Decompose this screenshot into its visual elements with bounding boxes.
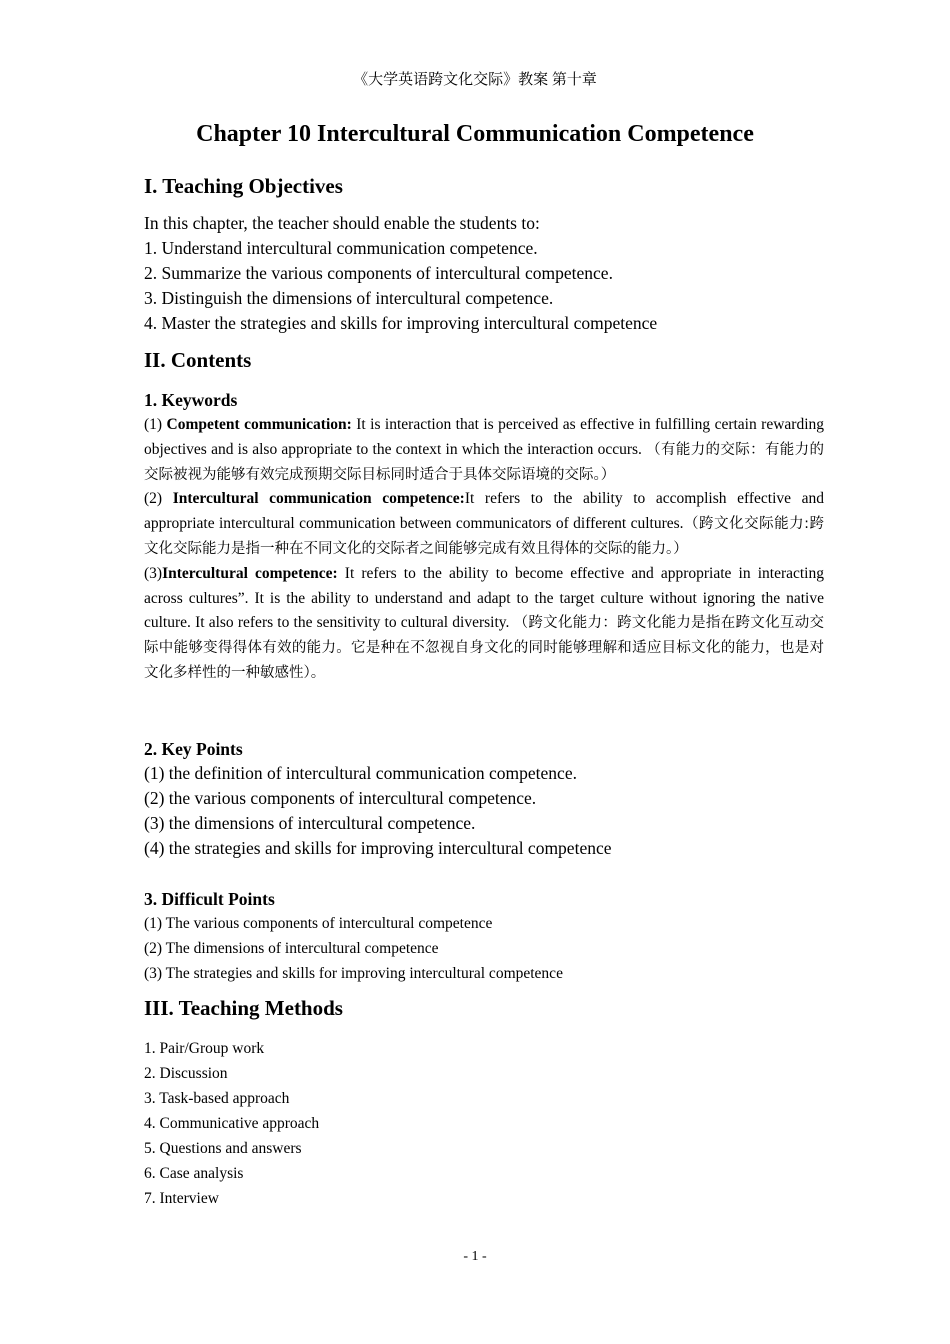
method-item: 7. Interview — [144, 1190, 219, 1207]
key-point-item: (3) the dimensions of intercultural competence. — [144, 813, 476, 833]
objective-item: 4. Master the strategies and skills for improving intercultural competence — [144, 313, 658, 333]
methods-heading: III. Teaching Methods — [144, 996, 343, 1020]
method-item: 3. Task-based approach — [144, 1090, 290, 1107]
difficult-point-item: (3) The strategies and skills for improving intercultural competence — [144, 965, 563, 982]
method-item: 1. Pair/Group work — [144, 1040, 265, 1057]
contents-section — [144, 346, 824, 686]
contents-heading: II. Contents — [144, 348, 252, 372]
method-item: 6. Case analysis — [144, 1165, 244, 1182]
keyword-definition — [144, 562, 824, 686]
method-item: 5. Questions and answers — [144, 1140, 302, 1157]
method-item: 4. Communicative approach — [144, 1115, 320, 1132]
keyword-definition — [144, 413, 824, 487]
keyword-number: (2) — [144, 490, 173, 508]
running-header: 《大学英语跨文化交际》教案 第十章 — [353, 72, 597, 88]
objectives-heading: I. Teaching Objectives — [144, 174, 343, 198]
difficult-point-item: (1) The various components of intercultural competence — [144, 915, 493, 932]
keyword-term: Intercultural communication competence: — [172, 490, 465, 508]
objective-item: 2. Summarize the various components of intercultural competence. — [144, 263, 613, 283]
keyword-term: Competent communication: — [166, 416, 352, 433]
keyword-chinese: （有能力的交际：有能力的交际被视为能够有效完成预期交际目标同时适合于具体交际语境的交际。） — [144, 441, 824, 483]
objectives-intro: In this chapter, the teacher should enable the students to: — [144, 213, 540, 233]
methods-section — [144, 994, 824, 1211]
key-point-item: (2) the various components of intercultural competence. — [144, 788, 537, 808]
chapter-title: Chapter 10 Intercultural Communication Competence — [196, 121, 754, 147]
objective-item: 3. Distinguish the dimensions of intercultural competence. — [144, 288, 554, 308]
keyword-text: It refers to the ability to accomplish effective and appropriate intercultural communication between communicators of different cultures. — [144, 490, 824, 533]
keyword-chinese: （跨文化能力：跨文化能力是指在跨文化互动交际中能够变得得体有效的能力。它是种在不忽视自身文化的同时能够理解和适应目标文化的能力，也是对文化多样性的一种敏感性）。 — [144, 615, 824, 681]
objectives-section — [144, 172, 824, 336]
objective-item: 1. Understand intercultural communication competence. — [144, 238, 538, 258]
key-points-heading: 2. Key Points — [144, 739, 243, 759]
difficult-point-item: (2) The dimensions of intercultural competence — [144, 940, 439, 957]
keyword-number: (1) — [144, 416, 167, 433]
keyword-definition — [144, 487, 824, 561]
keywords-heading: 1. Keywords — [144, 390, 238, 410]
page-number: - 1 - — [463, 1249, 487, 1264]
method-item: 2. Discussion — [144, 1065, 228, 1082]
key-point-item: (4) the strategies and skills for improving intercultural competence — [144, 838, 612, 858]
difficult-points-heading: 3. Difficult Points — [144, 889, 275, 909]
key-point-item: (1) the definition of intercultural communication competence. — [144, 763, 577, 783]
keyword-text: It refers to the ability to become effective and appropriate in interacting across cultures”. It is the ability to understand and adapt to the target culture without ignoring the native culture. It also refers to the sensitivity to cultural diversity. — [144, 564, 824, 632]
keyword-number: (3) — [144, 564, 163, 582]
keyword-chinese: （跨文化交际能力:跨文化交际能力是指一种在不同文化的交际者之间能够完成有效且得体的交际的能力。） — [144, 516, 824, 557]
key-points-section — [144, 737, 824, 861]
difficult-points-section — [144, 887, 824, 986]
keyword-text: It is interaction that is perceived as effective in fulfilling certain rewarding objectives and is also appropriate to the context in which the interaction occurs. — [144, 416, 825, 458]
keyword-term: Intercultural competence: — [162, 564, 338, 582]
